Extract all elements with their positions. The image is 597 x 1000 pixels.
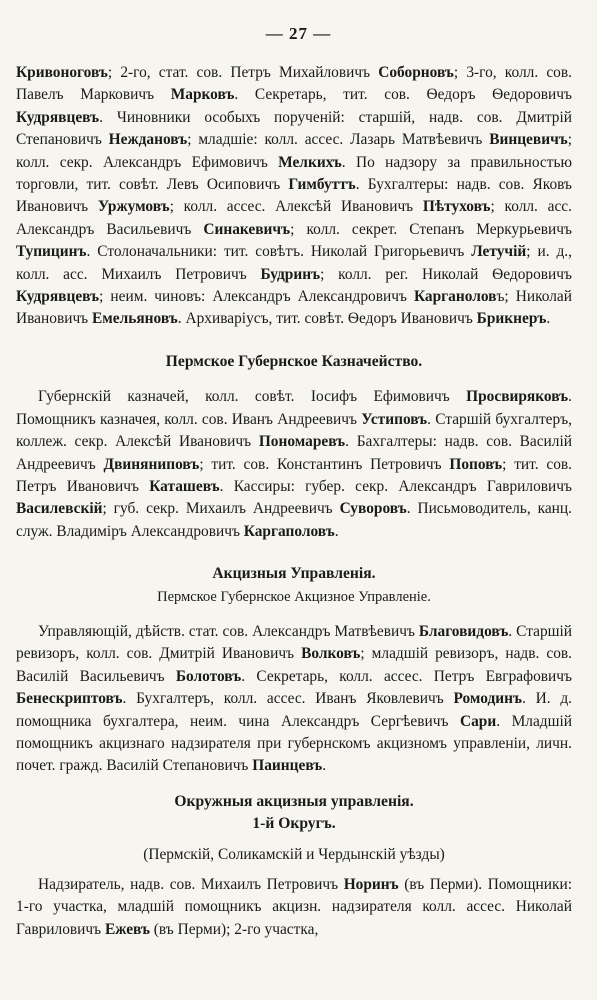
person-surname: Мелкихъ — [278, 153, 342, 171]
person-surname: Василевскій — [16, 500, 103, 518]
person-surname: Тупицинъ — [16, 243, 87, 261]
page-number: — 27 — — [265, 24, 332, 43]
person-surname: Винцевичъ — [489, 131, 568, 149]
person-surname: Гимбуттъ — [288, 176, 356, 194]
heading-treasury: Пермское Губернское Казначейство. — [165, 352, 423, 370]
paragraph-excise: Управляющій, дѣйств. стат. сов. Александръ Матвѣевичъ Благовидовъ. Старшій ревизоръ, колл. сов. Дмитрій Ивановичъ Волковъ; младшій ревизоръ, надв. сов. Василій Васильевичъ Болотовъ. Секретарь, колл. ассес. Петръ Евграфовичъ Бенескриптовъ. Бухгалтеръ, колл. ассес. Иванъ Яковлевичъ Ромодинъ. И. д. помощника бухгалтера, неим. чина Александръ Сергѣевичъ Сари. Младшій помощникъ акцизнаго надзирателя при губернскомъ акцизномъ управленіи, личн. почет. гражд. Василій Степановичъ Паинцевъ. — [16, 622, 573, 775]
person-surname: Кудрявцевъ — [16, 288, 100, 306]
person-surname: Брикнеръ — [476, 310, 547, 328]
person-surname: Карганолов — [413, 288, 497, 306]
person-surname: Благовидовъ — [418, 622, 509, 640]
person-surname: Ромодинъ — [453, 690, 522, 708]
subheading-okrug: 1-й Округъ. — [252, 815, 336, 833]
person-surname: Волковъ — [301, 645, 361, 663]
person-surname: Уржумовъ — [97, 198, 170, 216]
page-body — [16, 62, 572, 941]
person-surname: Бенескриптовъ — [16, 690, 123, 708]
person-surname: Паинцевъ — [252, 757, 323, 775]
person-surname: Устиповъ — [361, 410, 428, 428]
person-surname: Болотовъ — [175, 667, 242, 685]
person-surname: Кривоноговъ — [16, 64, 108, 81]
person-surname: Марковъ — [170, 86, 235, 104]
person-surname: Летучій — [471, 243, 527, 261]
person-surname: Неждановъ — [108, 131, 188, 149]
person-surname: Кудрявцевъ — [16, 108, 100, 126]
person-surname: Соборновъ — [378, 64, 454, 81]
person-surname: Пѣтуховъ — [422, 198, 491, 216]
person-surname: Каргаполовъ — [243, 522, 335, 540]
person-surname: Пономаревъ — [258, 433, 346, 451]
person-surname: Емельяновъ — [92, 310, 178, 328]
heading-district: Окружныя акцизныя управленія. — [174, 792, 414, 810]
person-surname: Просвиряковъ — [466, 388, 569, 406]
person-surname: Суворовъ — [339, 500, 407, 518]
heading-excise: Акцизныя Управленія. — [212, 565, 376, 583]
paragraph-treasury: Губернскій казначей, колл. совѣт. Іосифъ Ефимовичъ Просвиряковъ. Помощникъ казначея, колл. сов. Иванъ Андреевичъ Устиповъ. Старшій бухгалтеръ, коллеж. секр. Алексѣй Ивановичъ Пономаревъ. Бахгалтеры: надв. сов. Василій Андреевичъ Двиняниповъ; тит. сов. Константинъ Петровичъ Поповъ; тит. сов. Петръ Ивановичъ Каташевъ. Кассиры: губер. секр. Александръ Гавриловичъ Василевскій; губ. секр. Михаилъ Андреевичъ Суворовъ. Письмоводитель, канц. служ. Владиміръ Александровичъ Каргаполовъ. — [16, 388, 573, 540]
paragraph-officials: Кривоноговъ; 2-го, стат. сов. Петръ Михайловичъ Соборновъ; 3-го, колл. сов. Павелъ Марковичъ Марковъ. Секретарь, тит. сов. Ѳедоръ Ѳедоровичъ Кудрявцевъ. Чиновники особыхъ порученій: старшій, надв. сов. Дмитрій Степановичъ Неждановъ; младшіе: колл. ассес. Лазарь Матвѣевичъ Винцевичъ; колл. секр. Александръ Ефимовичъ Мелкихъ. По надзору за правильностью торговли, тит. совѣт. Левъ Осиповичъ Гимбуттъ. Бухгалтеры: надв. сов. Яковъ Ивановичъ Уржумовъ; колл. ассес. Алексѣй Ивановичъ Пѣтуховъ; колл. асс. Александръ Васильевичъ Синакевичъ; колл. секрет. Степанъ Меркурьевичъ Тупицинъ. Столоначальники: тит. совѣтъ. Николай Григорьевичъ Летучій; и. д., колл. асс. Михаилъ Петровичъ Будринъ; колл. рег. Николай Ѳедоровичъ Кудрявцевъ; неим. чиновъ: Александръ Александровичъ Карганоловъ; Николай Ивановичъ Емельяновъ. Архиваріусъ, тит. совѣт. Ѳедоръ Ивановичъ Брикнеръ. — [16, 64, 573, 328]
person-surname: Каташевъ — [149, 477, 220, 495]
person-surname: Двиняниповъ — [103, 455, 200, 473]
person-surname: Норинъ — [343, 876, 399, 893]
okrug-uezds: (Пермскій, Соликамскій и Чердынскій уѣзды) — [143, 845, 445, 863]
person-surname: Сари — [459, 712, 497, 730]
subheading-excise: Пермское Губернское Акцизное Управленіе. — [157, 588, 431, 605]
paragraph-okrug: Надзиратель, надв. сов. Михаилъ Петровичъ Норинъ (въ Перми). Помощники: 1-го участка, младшій помощникъ акцизн. надзирателя колл. ассес. Николай Гавриловичъ Ежевъ (въ Перми); 2-го участка, — [16, 876, 572, 938]
person-surname: Будринъ — [260, 265, 321, 283]
person-surname: Синакевичъ — [203, 220, 291, 238]
person-surname: Ежевъ — [104, 920, 150, 938]
person-surname: Поповъ — [449, 455, 503, 473]
